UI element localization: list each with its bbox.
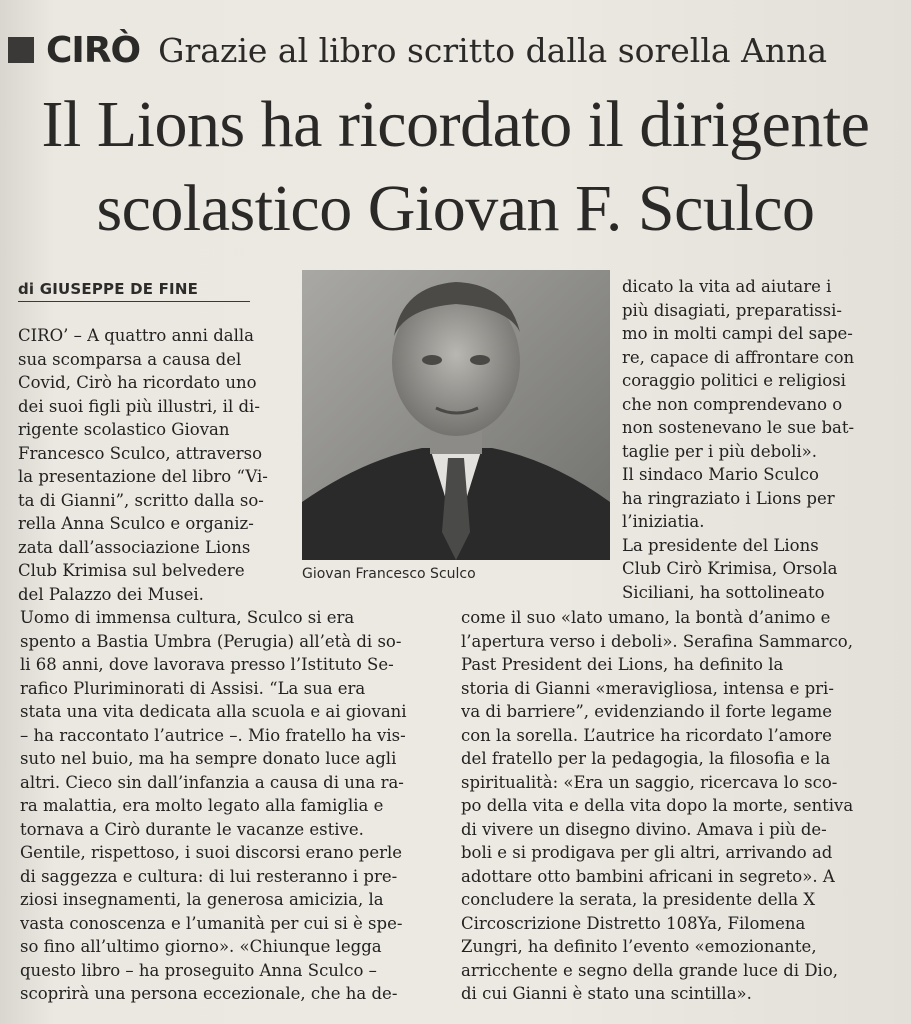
text-line: va di barriere”, evidenziando il forte legame — [461, 702, 832, 721]
text-line: re, capace di affrontare con — [622, 347, 855, 367]
photo-caption: Giovan Francesco Sculco — [302, 566, 476, 582]
text-line: suto nel buio, ma ha sempre donato luce agli — [20, 749, 397, 768]
text-line: Siciliani, ha sottolineato — [622, 582, 825, 602]
text-line: arricchente e segno della grande luce di Dio, — [461, 960, 839, 980]
text-line: con la sorella. L’autrice ha ricordato l’amore — [461, 725, 832, 745]
portrait-photo — [302, 270, 610, 560]
text-line: del Palazzo dei Musei. — [18, 584, 204, 604]
kicker — [8, 24, 827, 76]
text-line: tornava a Cirò durante le vacanze estive. — [20, 819, 364, 839]
text-line: più disagiati, preparatissi- — [622, 300, 842, 320]
text-line: ra malattia, era molto legato alla famiglia e — [20, 796, 384, 815]
text-line: storia di Gianni «meravigliosa, intensa e pri- — [461, 678, 834, 698]
kicker-subtitle: Grazie al libro scritto dalla sorella Anna — [158, 30, 828, 70]
text-line: ziosi insegnamenti, la generosa amicizia, la — [20, 890, 384, 909]
text-line: la presentazione del libro “Vi- — [18, 467, 268, 486]
text-line: Francesco Sculco, attraverso — [18, 443, 263, 463]
portrait-illustration — [302, 270, 610, 560]
text-line: dicato la vita ad aiutare i — [622, 277, 832, 296]
text-line: scoprirà una persona eccezionale, che ha de- — [20, 984, 398, 1003]
text-line: Past President dei Lions, ha definito la — [461, 655, 784, 674]
text-line: spento a Bastia Umbra (Perugia) all’età di so- — [20, 631, 402, 651]
text-line: Il sindaco Mario Sculco — [622, 465, 819, 484]
column-bottom-left — [20, 606, 438, 1006]
text-line: questo libro – ha proseguito Anna Sculco – — [20, 960, 377, 980]
text-line: coraggio politici e religiosi — [622, 371, 846, 390]
byline: di GIUSEPPE DE FINE — [18, 280, 250, 302]
text-line: CIRO’ – A quattro anni dalla — [18, 326, 254, 345]
text-line: rafico Pluriminorati di Assisi. “La sua era — [20, 678, 366, 698]
text-line: li 68 anni, dove lavorava presso l’Istituto Se- — [20, 655, 394, 674]
column-right-top — [622, 275, 904, 604]
text-line: rella Anna Sculco e organiz- — [18, 514, 254, 533]
text-line: sua scomparsa a causa del — [18, 349, 242, 369]
text-line: La presidente del Lions — [622, 535, 819, 555]
text-line: Zungri, ha definito l’evento «emozionante, — [461, 937, 817, 956]
text-line: dei suoi figli più illustri, il di- — [18, 396, 260, 416]
text-line: Covid, Cirò ha ricordato uno — [18, 373, 257, 392]
text-line: di vivere un disegno divino. Amava i più de- — [461, 819, 827, 839]
text-line: del fratello per la pedagogia, la filosofia e la — [461, 749, 831, 768]
kicker-place: CIRÒ — [46, 29, 141, 71]
text-line: di saggezza e cultura: di lui resteranno i pre- — [20, 866, 398, 886]
text-line: spiritualità: «Era un saggio, ricercava lo sco- — [461, 772, 838, 792]
column-intro — [18, 324, 290, 606]
text-line: ta di Gianni”, scritto dalla so- — [18, 490, 264, 510]
text-line: Club Krimisa sul belvedere — [18, 561, 245, 580]
text-line: Club Cirò Krimisa, Orsola — [622, 559, 838, 578]
text-line: boli e si prodigava per gli altri, arrivando ad — [461, 843, 833, 862]
text-line: come il suo «lato umano, la bontà d’animo e — [461, 608, 831, 627]
text-line: taglie per i più deboli». — [622, 441, 818, 461]
text-line: di cui Gianni è stato una scintilla». — [461, 984, 752, 1003]
headline-line-2: scolastico Giovan F. Sculco — [96, 172, 815, 245]
column-bottom-right — [461, 606, 907, 1006]
text-line: adottare otto bambini africani in segreto». A — [461, 866, 835, 886]
text-line: non sostenevano le sue bat- — [622, 418, 855, 437]
text-line: so fino all’ultimo giorno». «Chiunque legga — [20, 937, 382, 956]
text-line: Gentile, rispettoso, i suoi discorsi erano perle — [20, 843, 403, 862]
text-line: ha ringraziato i Lions per — [622, 488, 835, 508]
text-line: Circoscrizione Distretto 108Ya, Filomena — [461, 913, 806, 933]
text-line: mo in molti campi del sape- — [622, 324, 853, 343]
text-line: altri. Cieco sin dall’infanzia a causa di una ra- — [20, 772, 404, 792]
text-line: l’iniziatia. — [622, 512, 705, 531]
text-line: Uomo di immensa cultura, Sculco si era — [20, 608, 355, 627]
text-line: l’apertura verso i deboli». Serafina Sammarco, — [461, 631, 853, 651]
text-line: po della vita e della vita dopo la morte, sentiva — [461, 796, 854, 815]
kicker-square-bullet — [8, 37, 34, 63]
headline-line-1: Il Lions ha ricordato il dirigente — [41, 88, 870, 161]
text-line: che non comprendevano o — [622, 394, 843, 414]
text-line: rigente scolastico Giovan — [18, 420, 230, 439]
text-line: – ha raccontato l’autrice –. Mio fratello ha vis- — [20, 725, 406, 745]
text-line: concludere la serata, la presidente della X — [461, 890, 816, 909]
text-line: vasta conoscenza e l’umanità per cui si è spe- — [20, 913, 403, 933]
text-line: zata dall’associazione Lions — [18, 537, 251, 557]
text-line: stata una vita dedicata alla scuola e ai giovani — [20, 702, 407, 721]
